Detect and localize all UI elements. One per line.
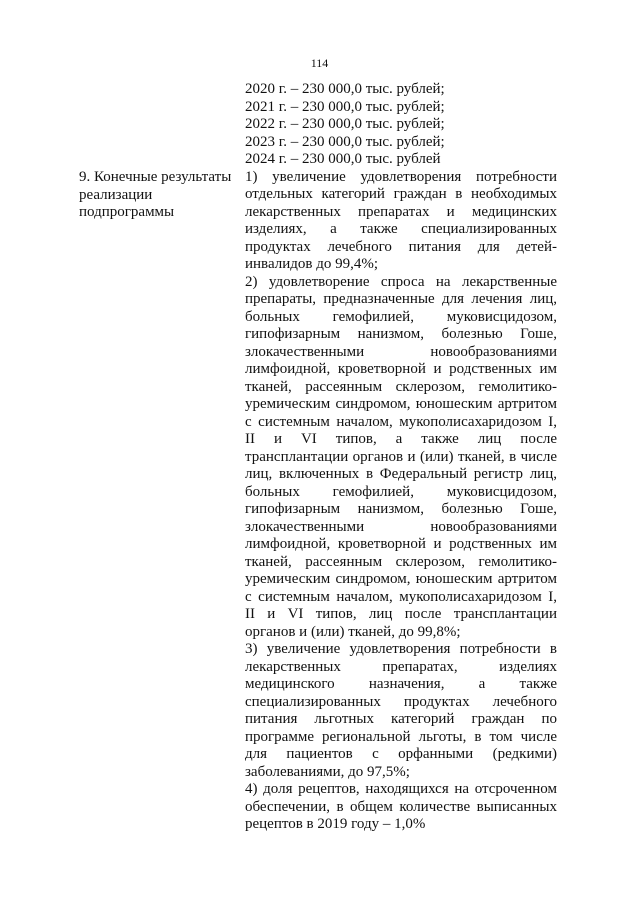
funding-year-line: 2023 г. – 230 000,0 тыс. рублей; xyxy=(245,133,445,150)
result-item: 1) увеличение удовлетворения потребности отдельных категорий граждан в необходимых лекарственных препаратах и медицинских изделиях, а также специализированных продуктах лечебного питания для детей-инвалидов до 99,4%; xyxy=(245,168,557,272)
result-item: 3) увеличение удовлетворения потребности в лекарственных препаратах, изделиях медицинского назначения, а также специализированных продуктах лечебного питания льготных категорий граждан по программе региональной льготы, в том числе для пациентов с орфанными (редкими) заболеваниями, до 97,5%; xyxy=(245,641,557,780)
section-content xyxy=(245,81,557,834)
section-label xyxy=(79,169,239,222)
funding-year-line: 2020 г. – 230 000,0 тыс. рублей; xyxy=(245,81,445,97)
result-item: 4) доля рецептов, находящихся на отсроченном обеспечении, в общем количестве выписанных рецептов в 2019 году – 1,0% xyxy=(245,781,557,832)
funding-year-line: 2024 г. – 230 000,0 тыс. рублей xyxy=(245,151,441,167)
page-number: 114 xyxy=(310,56,329,70)
funding-year-line: 2022 г. – 230 000,0 тыс. рублей; xyxy=(245,116,445,132)
result-item: 2) удовлетворение спроса на лекарственные препараты, предназначенные для лечения лиц, больных гемофилией, муковисцидозом, гипофизарным нанизмом, болезнью Гоше, злокачественными новообразованиями лимфоидной, кроветворной и родственных им тканей, рассеянным склерозом, гемолитико-уремическим синдромом, юношеским артритом с системным началом, мукополисахаридозом I, II и VI типов, а также лиц после трансплантации органов и (или) тканей, в числе лиц, включенных в Федеральный регистр лиц, больных гемофилией, муковисцидозом, гипофизарным нанизмом, болезнью Гоше, злокачественными новообразованиями лимфоидной, кроветворной и родственных им тканей, рассеянным склерозом, гемолитико-уремическим синдромом, юношеским артритом с системным началом, мукополисахаридозом I, II и VI типов, лиц после трансплантации органов и (или) тканей, до 99,8%; xyxy=(245,273,557,640)
funding-year-line: 2021 г. – 230 000,0 тыс. рублей; xyxy=(245,98,445,115)
section-label-line: реализации xyxy=(79,186,153,203)
section-label-line: 9. Конечные результаты xyxy=(79,169,232,185)
section-label-line: подпрограммы xyxy=(79,204,175,220)
